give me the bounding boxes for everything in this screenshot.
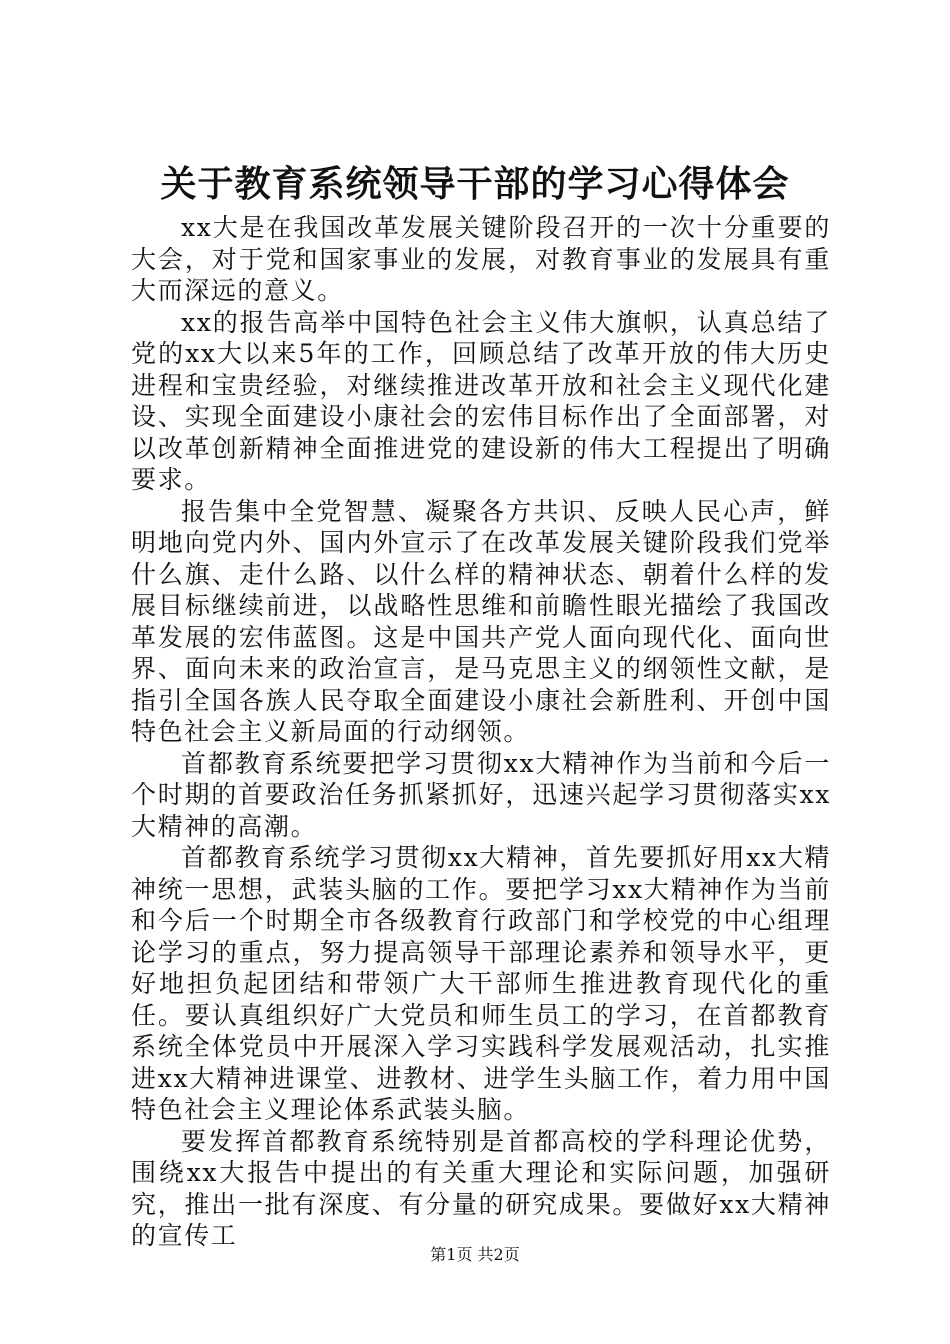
paragraph-5: 首都教育系统学习贯彻xx大精神，首先要抓好用xx大精神统一思想，武装头脑的工作。要把学习xx大精神作为当前和今后一个时期全市各级教育行政部门和学校党的中心组理论学习的重点，努力提高领导干部理论素养和领导水平，更好地担负起团结和带领广大干部师生推进教育现代化的重任。要认真组织好广大党员和师生员工的学习，在首都教育系统全体党员中开展深入学习实践科学发展观活动，扎实推进xx大精神进课堂、进教材、进学生头脑工作，着力用中国特色社会主义理论体系武装头脑。	[131, 843, 831, 1124]
paragraph-3: 报告集中全党智慧、凝聚各方共识、反映人民心声，鲜明地向党内外、国内外宣示了在改革发展关键阶段我们党举什么旗、走什么路、以什么样的精神状态、朝着什么样的发展目标继续前进，以战略性思维和前瞻性眼光描绘了我国改革发展的宏伟蓝图。这是中国共产党人面向现代化、面向世界、面向未来的政治宣言，是马克思主义的纲领性文献，是指引全国各族人民夺取全面建设小康社会新胜利、开创中国特色社会主义新局面的行动纲领。	[131, 496, 831, 746]
paragraph-2: xx的报告高举中国特色社会主义伟大旗帜，认真总结了党的xx大以来5年的工作，回顾总结了改革开放的伟大历史进程和宝贵经验，对继续推进改革开放和社会主义现代化建设、实现全面建设小康社会的宏伟目标作出了全面部署，对以改革创新精神全面推进党的建设新的伟大工程提出了明确要求。	[131, 307, 831, 494]
paragraph-6: 要发挥首都教育系统特别是首都高校的学科理论优势，围绕xx大报告中提出的有关重大理论和实际问题，加强研究，推出一批有深度、有分量的研究成果。要做好xx大精神的宣传工	[131, 1126, 831, 1250]
paragraph-4: 首都教育系统要把学习贯彻xx大精神作为当前和今后一个时期的首要政治任务抓紧抓好，迅速兴起学习贯彻落实xx大精神的高潮。	[131, 748, 831, 841]
document-title: 关于教育系统领导干部的学习心得体会	[160, 163, 790, 205]
paragraph-1: xx大是在我国改革发展关键阶段召开的一次十分重要的大会，对于党和国家事业的发展，对教育事业的发展具有重大而深远的意义。	[131, 213, 831, 305]
document-body	[131, 212, 831, 1252]
page-number-footer: 第1页 共2页	[430, 1245, 520, 1264]
